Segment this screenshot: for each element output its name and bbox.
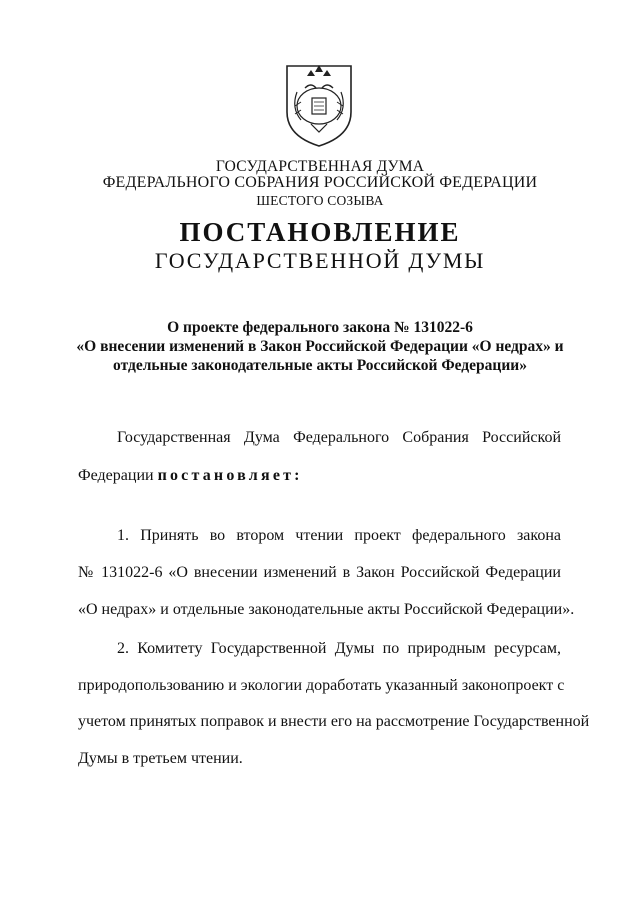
- coat-of-arms-icon: [283, 62, 355, 148]
- paragraph-1-line-3: «О недрах» и отдельные законодательные акты Российской Федерации».: [78, 601, 575, 618]
- paragraph-1-line-1: 1. Принять во втором чтении проект федерального закона: [117, 527, 561, 544]
- preamble-text: Федерации: [78, 467, 154, 484]
- org-line-2: ФЕДЕРАЛЬНОГО СОБРАНИЯ РОССИЙСКОЙ ФЕДЕРАЦИИ: [102, 174, 538, 191]
- preamble-line-1: Государственная Дума Федерального Собрания Российской: [117, 429, 561, 446]
- org-line-3: ШЕСТОГО СОЗЫВА: [256, 193, 384, 208]
- paragraph-2-line-2: природопользованию и экологии доработать указанный законопроект с: [78, 677, 565, 694]
- preamble-line-2: [78, 466, 303, 486]
- paragraph-2-line-1: 2. Комитету Государственной Думы по природным ресурсам,: [117, 640, 561, 657]
- org-line-1: ГОСУДАРСТВЕННАЯ ДУМА: [215, 158, 425, 175]
- subject-line-2: «О внесении изменений в Закон Российской Федерации «О недрах» и: [76, 338, 564, 355]
- document-type-title: ПОСТАНОВЛЕНИЕ: [179, 217, 461, 247]
- paragraph-1-line-2: № 131022-6 «О внесении изменений в Закон Российской Федерации: [78, 564, 561, 581]
- subject-line-3: отдельные законодательные акты Российской Федерации»: [113, 357, 527, 374]
- paragraph-2-line-3: учетом принятых поправок и внести его на рассмотрение Государственной: [78, 713, 590, 730]
- document-type-subtitle: ГОСУДАРСТВЕННОЙ ДУМЫ: [154, 248, 486, 273]
- subject-line-1: О проекте федерального закона № 131022-6: [167, 319, 473, 336]
- paragraph-2-line-4: Думы в третьем чтении.: [78, 750, 243, 767]
- resolves-keyword: постановляет:: [157, 467, 303, 484]
